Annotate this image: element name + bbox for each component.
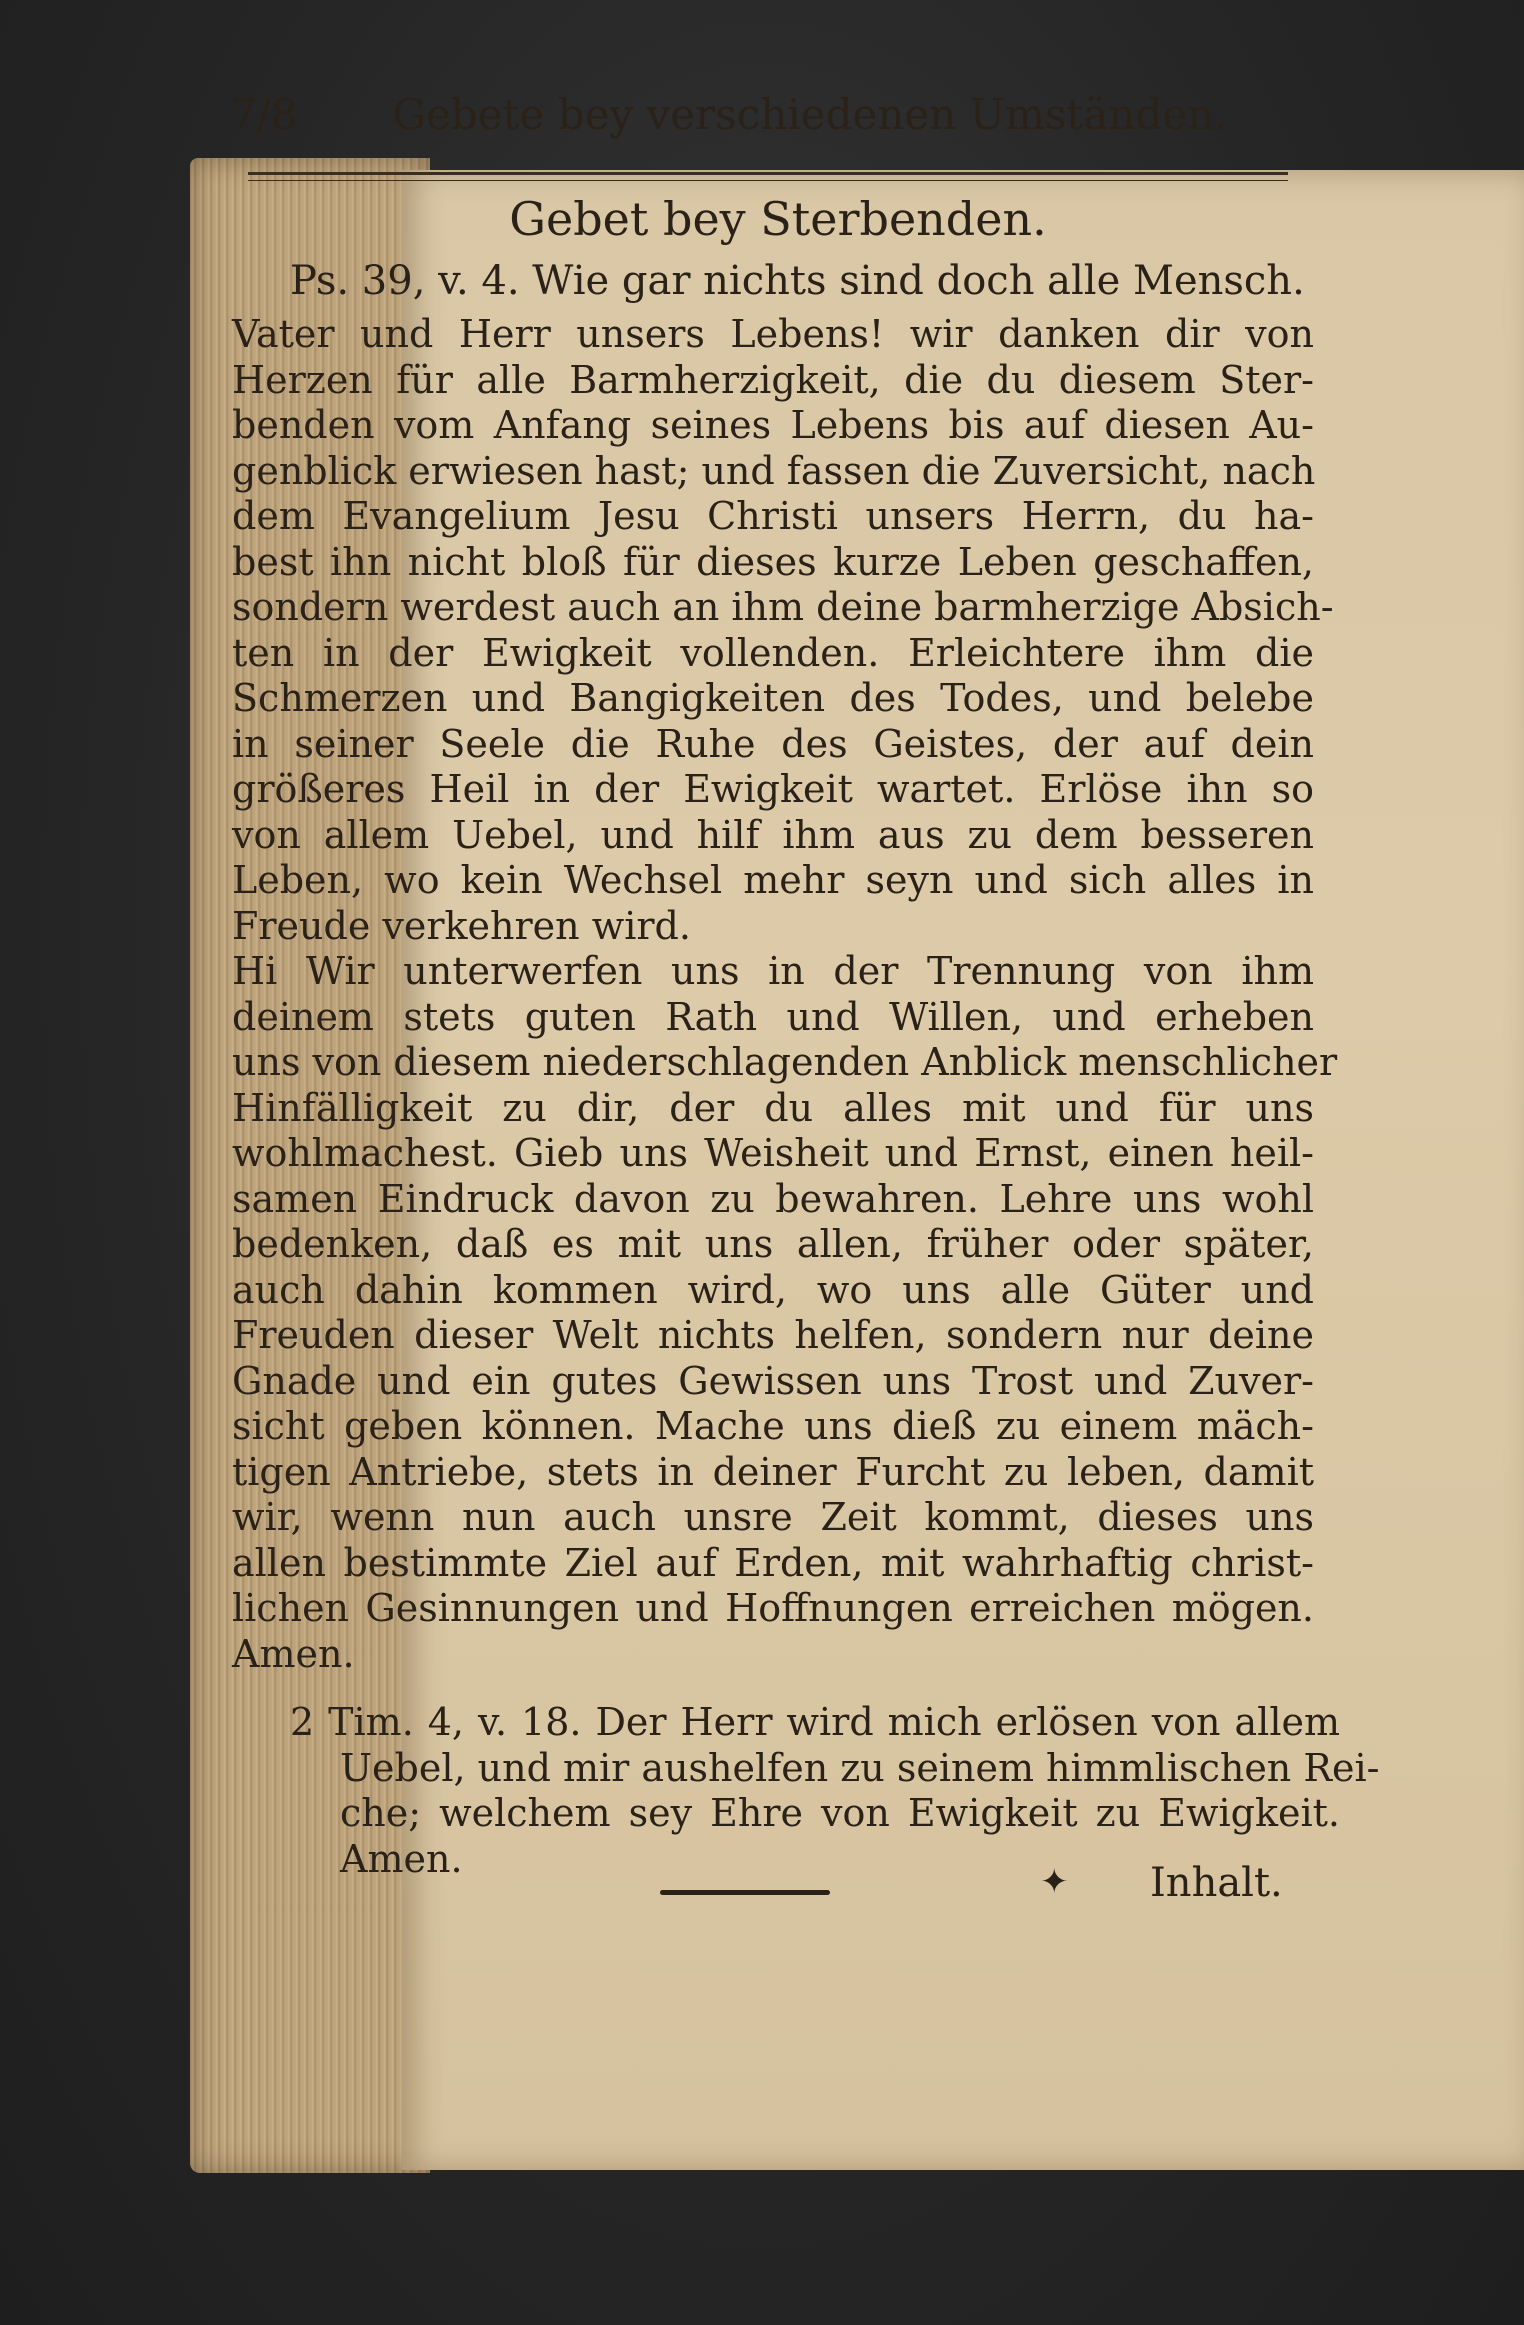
footer-rule <box>660 1890 830 1895</box>
text-line: wir, wenn nun auch unsre Zeit kommt, dieses uns <box>232 1495 1314 1539</box>
text-line: größeres Heil in der Ewigkeit wartet. Erlöse ihn so <box>232 767 1314 811</box>
header-rule-thin <box>248 180 1288 181</box>
text-line: tigen Antriebe, stets in deiner Furcht zu leben, damit <box>232 1449 1314 1494</box>
text-line: samen Eindruck davon zu bewahren. Lehre uns wohl <box>232 1176 1314 1221</box>
text-line: Freuden dieser Welt nichts helfen, sondern nur deine <box>232 1313 1314 1357</box>
text-line: Leben, wo kein Wechsel mehr seyn und sich alles in <box>232 858 1314 902</box>
text-line: best ihn nicht bloß für dieses kurze Leben geschaffen, <box>232 539 1314 584</box>
closing-verse <box>290 1700 1380 1882</box>
closing-line: Uebel, und mir aushelfen zu seinem himmlischen Rei- <box>340 1745 1380 1790</box>
text-line: genblick erwiesen hast; und fassen die Zuversicht, nach <box>232 448 1316 493</box>
text-line: benden vom Anfang seines Lebens bis auf diesen Au- <box>232 403 1314 447</box>
text-line: wohlmachest. Gieb uns Weisheit und Ernst, einen heil- <box>232 1131 1314 1175</box>
running-title: Gebete bey verschiedenen Umständen. <box>392 90 1228 139</box>
closing-line: Amen. <box>340 1836 463 1881</box>
text-line: sondern werdest auch an ihm deine barmherzige Absich- <box>232 585 1334 629</box>
text-line: ten in der Ewigkeit vollenden. Erleichtere ihm die <box>232 630 1314 675</box>
text-line: sicht geben können. Mache uns dieß zu einem mäch- <box>232 1404 1314 1448</box>
header-rule <box>248 172 1288 175</box>
text-line: Gnade und ein gutes Gewissen uns Trost und Zuver- <box>232 1358 1314 1403</box>
text-line: deinem stets guten Rath und Willen, und erheben <box>232 994 1314 1039</box>
text-line: Vater und Herr unsers Lebens! wir danken dir von <box>232 312 1314 356</box>
closing-line: 2 Tim. 4, v. 18. Der Herr wird mich erlösen von allem <box>290 1700 1340 1744</box>
text-line: lichen Gesinnungen und Hoffnungen erreichen mögen. <box>232 1586 1314 1630</box>
text-line: auch dahin kommen wird, wo uns alle Güter und <box>232 1267 1314 1312</box>
text-line: dem Evangelium Jesu Christi unsers Herrn, du ha- <box>232 494 1314 538</box>
catchword: Inhalt. <box>1150 1860 1283 1906</box>
prayer-text <box>232 312 1338 1677</box>
verse-reference: Ps. 39, v. 4. Wie gar nichts sind doch alle Mensch. <box>290 258 1305 304</box>
ornament-icon: ✦ <box>1040 1862 1069 1902</box>
running-head <box>230 90 1320 160</box>
text-line: Amen. <box>232 1631 355 1676</box>
page-number: 7/8 <box>230 90 298 139</box>
text-line: Herzen für alle Barmherzigkeit, die du diesem Ster- <box>232 357 1314 402</box>
text-line: allen bestimmte Ziel auf Erden, mit wahrhaftig christ- <box>232 1540 1314 1585</box>
text-line: Schmerzen und Bangigkeiten des Todes, und belebe <box>232 676 1314 720</box>
text-line: Hinfälligkeit zu dir, der du alles mit und für uns <box>232 1085 1314 1130</box>
text-line: uns von diesem niederschlagenden Anblick menschlicher <box>232 1040 1338 1084</box>
text-line: Hi Wir unterwerfen uns in der Trennung von ihm <box>232 949 1314 993</box>
section-title: Gebet bey Sterbenden. <box>509 192 1047 246</box>
text-line: in seiner Seele die Ruhe des Geistes, der auf dein <box>232 721 1314 766</box>
text-line: bedenken, daß es mit uns allen, früher oder später, <box>232 1222 1314 1266</box>
closing-line: che; welchem sey Ehre von Ewigkeit zu Ewigkeit. <box>340 1791 1340 1835</box>
text-line: Freude verkehren wird. <box>232 903 691 948</box>
text-line: von allem Uebel, und hilf ihm aus zu dem besseren <box>232 812 1314 857</box>
